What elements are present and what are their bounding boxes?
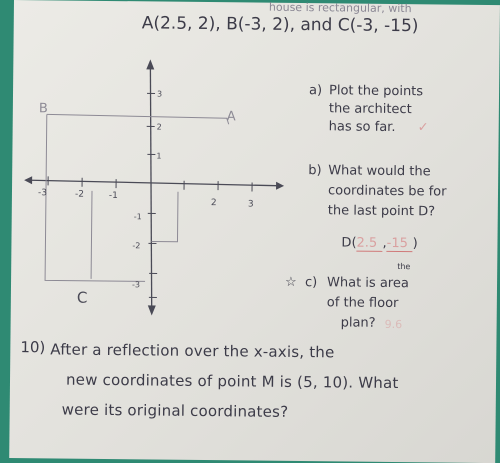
answer-x: 2.5 — [356, 236, 382, 252]
question-a-label: a) — [309, 83, 322, 98]
x-tick-label: -2 — [75, 190, 84, 200]
question-b-line: What would the — [328, 163, 431, 179]
x-tick-label: -1 — [109, 191, 118, 201]
question-c-line: of the floor — [327, 295, 399, 311]
y-axis-arrow-down — [148, 305, 156, 315]
question-b-line: coordinates be for — [328, 183, 447, 199]
question-a-line: Plot the points — [329, 83, 423, 99]
question-c-scribble: 9.6 — [385, 318, 403, 331]
x-tick-label: 2 — [211, 198, 217, 208]
question-b-line: the last point D? — [328, 203, 435, 219]
y-tick-label: -1 — [134, 212, 142, 221]
q10-line: After a reflection over the x-axis, the — [50, 340, 334, 361]
y-tick-label: 2 — [157, 123, 162, 132]
intro-partial-text: house is rectangular, with — [269, 1, 412, 15]
x-axis — [26, 180, 282, 186]
point-label-a: A — [227, 109, 236, 124]
top-edge — [47, 114, 229, 124]
question-b-label: b) — [308, 163, 321, 178]
check-mark-icon: ✓ — [418, 120, 429, 135]
answer-prefix: D( — [341, 235, 356, 250]
point-label-c: C — [77, 289, 88, 307]
x-tick-label: 3 — [248, 199, 254, 209]
floor-plan-outline — [45, 114, 229, 282]
x-axis-arrow-left — [24, 176, 32, 184]
q10-line: new coordinates of point M is (5, 10). What — [66, 371, 399, 392]
q10-line: were its original coordinates? — [62, 401, 289, 421]
y-axis — [148, 61, 155, 313]
intro-points-line: A(2.5, 2), B(-3, 2), and C(-3, -15) — [142, 13, 419, 36]
x-axis-arrow-right — [276, 182, 284, 190]
y-tick-label: -3 — [132, 280, 140, 289]
left-edge — [45, 114, 147, 281]
question-a-line: the architect — [329, 101, 412, 117]
question-a-line: has so far. — [329, 119, 396, 135]
answer-suffix: ) — [413, 236, 418, 251]
worksheet-page — [9, 0, 500, 463]
y-tick-label: 1 — [156, 151, 161, 160]
question-c-line: What is area — [327, 275, 409, 291]
question-b-answer — [341, 235, 417, 252]
star-icon: ☆ — [285, 275, 297, 290]
question-c-line: plan? — [341, 315, 376, 330]
question-c-insert: the — [397, 262, 410, 271]
inner-right-edge — [151, 191, 178, 241]
y-tick-label: -2 — [132, 241, 140, 250]
coordinate-graph — [11, 40, 294, 333]
answer-sep: , — [382, 236, 386, 251]
question-c-label: c) — [305, 275, 317, 290]
y-tick-label: 3 — [157, 90, 162, 99]
point-label-b: B — [39, 101, 48, 116]
answer-y: -15 — [387, 236, 413, 252]
q10-number: 10) — [20, 338, 45, 356]
x-tick-label: -3 — [38, 188, 47, 198]
inner-left-edge — [91, 191, 92, 279]
y-axis-arrow-up — [146, 59, 154, 69]
